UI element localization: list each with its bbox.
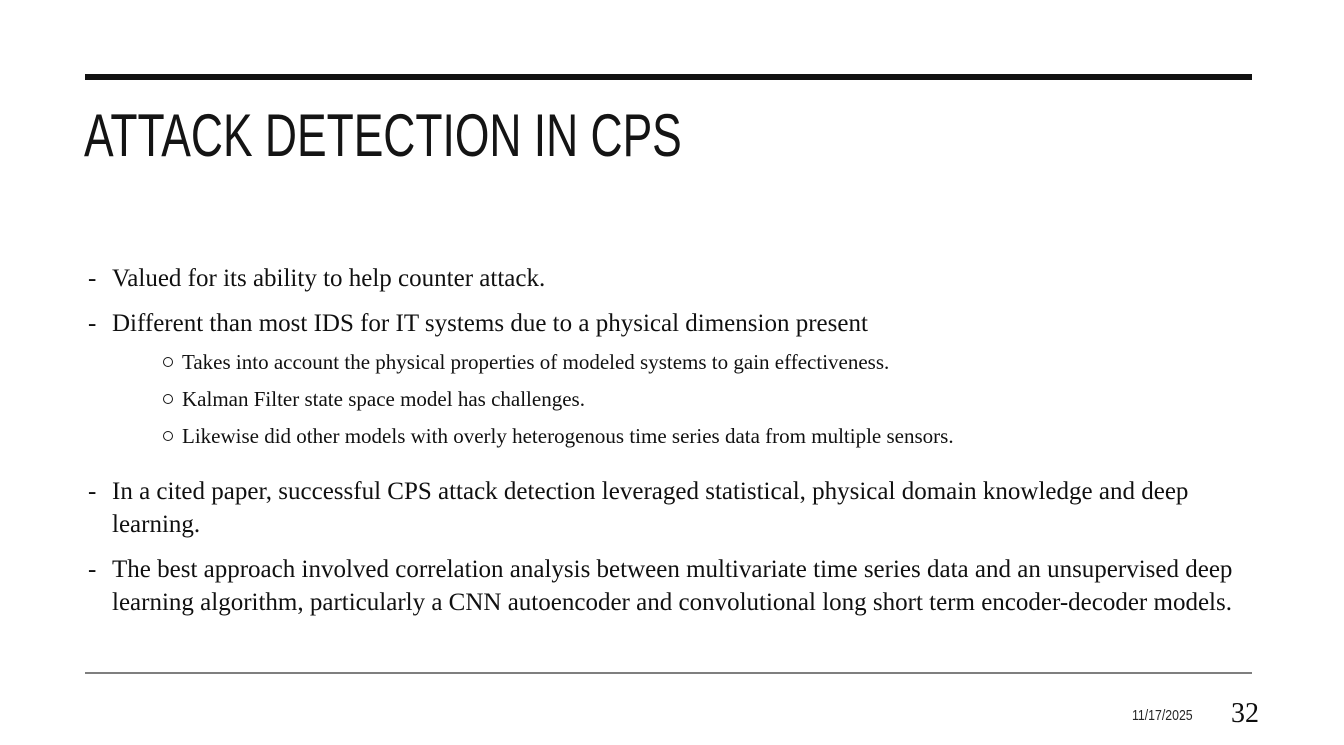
circle-bullet-marker [163,394,173,404]
bullet-text: Valued for its ability to help counter attack. [112,265,546,292]
page-title: ATTACK DETECTION IN CPS [84,102,682,169]
bullet-text-block [112,475,1245,541]
bullet-text: In a cited paper, successful CPS attack detection leveraged statistical, physical domain knowledge and deep learning. [112,478,1189,538]
sub-bullet-text: Kalman Filter state space model has challenges. [182,387,585,411]
sub-bullet-list [112,344,1245,455]
footer-divider-rule [85,672,1252,674]
page-number: 32 [1231,698,1259,729]
dash-bullet-marker: - [88,478,97,505]
bullet-item [85,262,1245,295]
circle-bullet-marker [163,357,173,367]
sub-bullet-item [112,381,1245,418]
bullet-item [85,475,1245,541]
title-divider-rule [85,74,1252,80]
bullet-text: The best approach involved correlation analysis between multivariate time series data and an unsupervised deep learning algorithm, particularly a CNN autoencoder and convolutional long short term encoder-decoder models. [112,556,1233,616]
sub-bullet-item [112,344,1245,381]
dash-bullet-marker: - [88,556,97,583]
footer-date: 11/17/2025 [1132,707,1193,724]
bullet-item [85,553,1245,619]
circle-bullet-marker [163,431,173,441]
dash-bullet-marker: - [88,310,97,337]
bullet-text-block [112,553,1245,619]
bullet-text-block [112,307,1245,463]
dash-bullet-marker: - [88,265,97,292]
sub-bullet-text: Takes into account the physical properties of modeled systems to gain effectiveness. [182,350,890,374]
sub-bullet-item [112,418,1245,455]
bullet-item [85,307,1245,463]
sub-bullet-text: Likewise did other models with overly heterogenous time series data from multiple sensors. [182,424,954,448]
bullet-list [85,262,1245,619]
bullet-text: Different than most IDS for IT systems due to a physical dimension present [112,310,868,337]
bullet-text-block [112,262,1245,295]
